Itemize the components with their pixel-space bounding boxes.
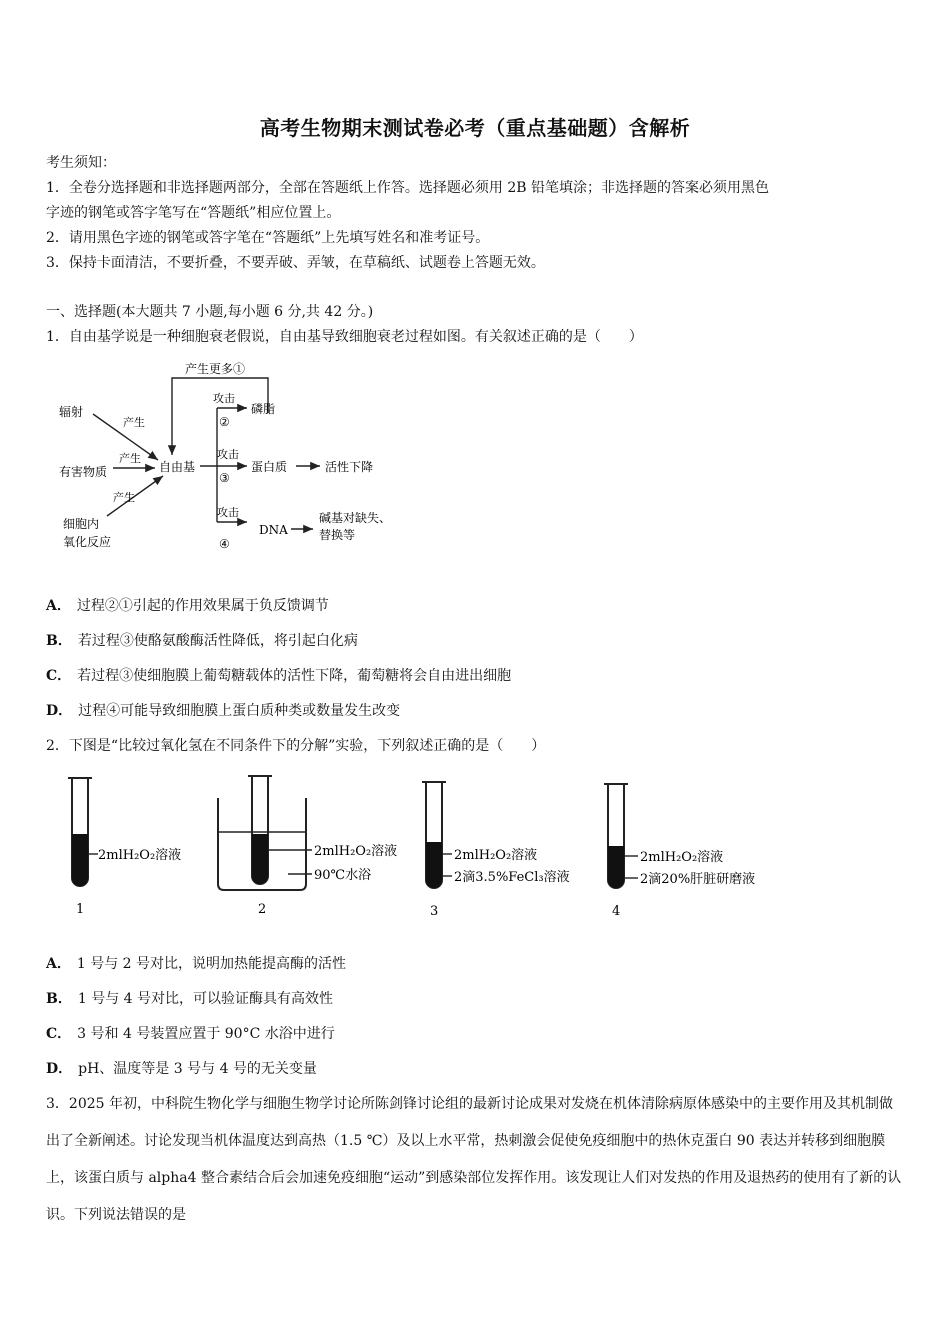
option-key: D． bbox=[46, 1061, 73, 1077]
produce-label-1: 产生 bbox=[123, 416, 145, 429]
produce-label-2: 产生 bbox=[119, 452, 141, 465]
attack-label-4: 攻击 bbox=[217, 506, 239, 519]
option-text: pH、温度等是 3 号与 4 号的无关变量 bbox=[78, 1061, 317, 1077]
num-2: ② bbox=[219, 415, 230, 429]
num-4: ④ bbox=[219, 537, 230, 551]
tube3-number: 3 bbox=[430, 904, 439, 919]
notice-item-3: 3．保持卡面清洁，不要折叠，不要弄破、弄皱，在草稿纸、试题卷上答题无效。 bbox=[46, 255, 545, 271]
tube4-number: 4 bbox=[612, 904, 621, 919]
option-key: B． bbox=[46, 633, 72, 649]
test-tube-1 bbox=[68, 778, 181, 917]
harmful-label: 有害物质 bbox=[59, 465, 108, 479]
free-radical-label: 自由基 bbox=[159, 460, 196, 474]
free-radical-diagram bbox=[55, 358, 415, 558]
option-key: D． bbox=[46, 703, 73, 719]
option-text: 3 号和 4 号装置应置于 90°C 水浴中进行 bbox=[77, 1026, 335, 1042]
notice-item-1: 1．全卷分选择题和非选择题两部分，全部在答题纸上作答。选择题必须用 2B 铅笔填涂；非选择题的答案必须用黑色 bbox=[46, 180, 769, 196]
base-label-1: 碱基对缺失、 bbox=[319, 511, 392, 525]
q2-option-c[interactable] bbox=[46, 1024, 335, 1044]
attack-label-3: 攻击 bbox=[217, 448, 239, 461]
question-3-stem: 3．2025 年初，中科院生物化学与细胞生物学讨论所陈剑锋讨论组的最新讨论成果对发烧在机体清除病原体感染中的主要作用及其机制做出了全新阐述。讨论发现当机体温度达到高热（1.5 ℃）及以上水平常，热刺激会促使免疫细胞中的热休克蛋白 90 表达并转移到细胞膜上，该蛋白质与 alpha4 整合素结合后会加速免疫细胞“运动”到感染部位发挥作用。该发现让人们对发热的作用及退热药的使用有了新的认识。下列说法错误的是 bbox=[46, 1096, 902, 1223]
q1-option-c[interactable] bbox=[46, 666, 511, 686]
oxidation-label-1: 细胞内 bbox=[63, 517, 100, 531]
option-key: C． bbox=[46, 1026, 72, 1042]
q1-option-a[interactable] bbox=[46, 596, 329, 616]
option-text: 若过程③使细胞膜上葡萄糖载体的活性下降，葡萄糖将会自由进出细胞 bbox=[77, 668, 512, 684]
produce-label-3: 产生 bbox=[113, 491, 135, 504]
option-text: 若过程③使酪氨酸酶活性降低，将引起白化病 bbox=[77, 633, 358, 649]
radiation-label: 辐射 bbox=[59, 405, 84, 419]
option-key: B． bbox=[46, 991, 72, 1007]
question-2-stem: 2．下图是“比较过氧化氢在不同条件下的分解”实验，下列叙述正确的是（ ） bbox=[46, 738, 546, 754]
test-tube-figure bbox=[60, 772, 800, 922]
oxidation-label-2: 氧化反应 bbox=[63, 535, 112, 549]
liver-label: 2滴20%肝脏研磨液 bbox=[640, 872, 756, 887]
base-label-2: 替换等 bbox=[319, 528, 356, 542]
activity-label: 活性下降 bbox=[325, 460, 374, 474]
section-heading: 一、选择题(本大题共 7 小题,每小题 6 分,共 42 分。) bbox=[46, 304, 374, 320]
attack-label-2: 攻击 bbox=[213, 392, 235, 405]
q2-option-b[interactable] bbox=[46, 989, 333, 1009]
question-1-stem: 1．自由基学说是一种细胞衰老假说，自由基导致细胞衰老过程如图。有关叙述正确的是（ ） bbox=[46, 329, 643, 345]
tube2-h2o2-label: 2mlH₂O₂溶液 bbox=[314, 844, 398, 859]
option-key: A． bbox=[46, 956, 71, 972]
option-key: A． bbox=[46, 598, 71, 614]
option-text: 过程④可能导致细胞膜上蛋白质种类或数量发生改变 bbox=[78, 703, 401, 719]
q2-option-a[interactable] bbox=[46, 954, 346, 974]
option-key: C． bbox=[46, 668, 72, 684]
page-title: 高考生物期末测试卷必考（重点基础题）含解析 bbox=[259, 116, 691, 140]
option-text: 过程②①引起的作用效果属于负反馈调节 bbox=[76, 598, 329, 614]
tube1-h2o2-label: 2mlH₂O₂溶液 bbox=[98, 848, 182, 863]
lipid-label: 磷脂 bbox=[251, 402, 276, 416]
tube2-number: 2 bbox=[258, 902, 267, 917]
top-label: 产生更多① bbox=[185, 362, 246, 376]
num-3: ③ bbox=[219, 471, 230, 485]
test-tube-3 bbox=[422, 782, 570, 919]
notice-item-1-cont: 字迹的钢笔或答字笔写在“答题纸”相应位置上。 bbox=[46, 205, 341, 221]
option-text: 1 号与 2 号对比，说明加热能提高酶的活性 bbox=[76, 956, 347, 972]
notice-heading: 考生须知： bbox=[46, 155, 116, 171]
dna-label: DNA bbox=[259, 523, 288, 537]
tube4-h2o2-label: 2mlH₂O₂溶液 bbox=[640, 850, 724, 865]
test-tube-4 bbox=[604, 784, 755, 919]
tube3-h2o2-label: 2mlH₂O₂溶液 bbox=[454, 848, 538, 863]
q1-option-d[interactable] bbox=[46, 701, 400, 721]
protein-label: 蛋白质 bbox=[251, 460, 288, 474]
notice-item-2: 2．请用黑色字迹的钢笔或答字笔在“答题纸”上先填写姓名和准考证号。 bbox=[46, 230, 490, 246]
q2-option-d[interactable] bbox=[46, 1059, 317, 1079]
beaker-tube-2 bbox=[218, 776, 397, 917]
option-text: 1 号与 4 号对比，可以验证酶具有高效性 bbox=[77, 991, 334, 1007]
q1-option-b[interactable] bbox=[46, 631, 358, 651]
tube1-number: 1 bbox=[76, 902, 85, 917]
fecl3-label: 2滴3.5%FeCl₃溶液 bbox=[454, 870, 570, 885]
water-bath-label: 90℃水浴 bbox=[314, 868, 372, 883]
